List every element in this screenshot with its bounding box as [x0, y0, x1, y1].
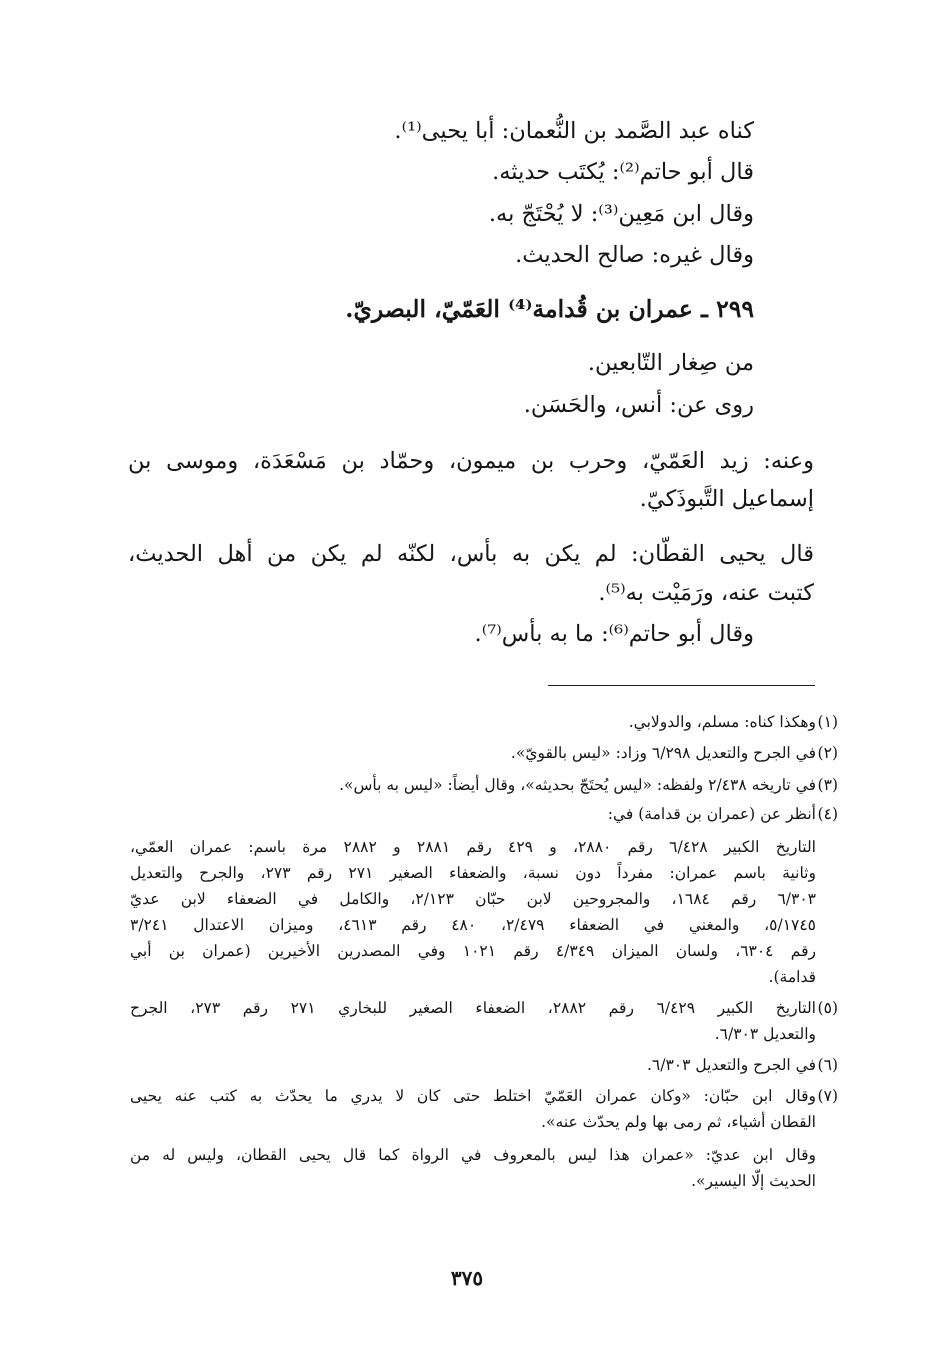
main-text-line: قال أبو حاتم⁽²⁾: يُكتَب حديثه.	[492, 159, 754, 185]
footnote-number: (٦)	[817, 1056, 838, 1074]
footnote-text: ٦/٣٠٣ رقم ١٦٨٤، والمجروحين لابن حبّان ٢/١٢٣، والكامل في الضعفاء لابن عديّ	[130, 890, 816, 908]
main-text-line: وقال أبو حاتم⁽⁶⁾: ما به بأس⁽⁷⁾.	[474, 621, 754, 647]
footnote-text: ٥/١٧٤٥، والمغني في الضعفاء ٢/٤٧٩، ٤٨٠ رقم ٤٦١٣، وميزان الاعتدال ٣/٢٤١	[130, 916, 816, 934]
main-text-line: وقال غيره: صالح الحديث.	[515, 242, 754, 268]
main-text-line: قال يحيى القطّان: لم يكن به بأس، لكنّه لم يكن من أهل الحديث،	[128, 541, 814, 567]
page-number: ٣٧٥	[450, 1266, 484, 1290]
footnote-number: (٣)	[817, 776, 838, 794]
footnote-text: في الجرح والتعديل ٦/٢٩٨ وزاد: «ليس بالقويّ».	[510, 744, 816, 762]
footnote-text: في تاريخه ٢/٤٣٨ ولفظه: «ليس يُحتَجّ بحديثه»، وقال أيضاً: «ليس به بأس».	[339, 776, 816, 794]
footnote-text: أنظر عن (عمران بن قدامة) في:	[607, 805, 816, 823]
entry-heading: ٢٩٩ ـ عمران بن قُدامة⁽⁴⁾ العَمّيّ، البصريّ.	[345, 295, 754, 323]
main-text-line: كناه عبد الصَّمد بن النُّعمان: أبا يحيى⁽¹⁾.	[394, 118, 754, 144]
footnote-text: وقال ابن حبّان: «وكان عمران العَمّيّ اختلط حتى كان لا يدري ما يحدّث به كتب عنه يحيى	[130, 1087, 816, 1105]
footnote-separator	[548, 685, 815, 686]
main-text-line: روى عن: أنس، والحَسَن.	[523, 392, 754, 418]
footnote-text: قدامة).	[768, 968, 816, 986]
footnote-text: وهكذا كناه: مسلم، والدولابي.	[628, 713, 816, 731]
footnote-text: في الجرح والتعديل ٦/٣٠٣.	[646, 1056, 816, 1074]
footnote-text: التاريخ الكبير ٦/٤٢٨ رقم ٢٨٨٠، و ٤٢٩ رقم ٢٨٨١ و ٢٨٨٢ مرة باسم: عمران العمّي،	[130, 838, 816, 856]
footnote-text: الحديث إلّا اليسير».	[691, 1172, 816, 1190]
footnote-number: (٧)	[817, 1087, 838, 1105]
footnote-text: وقال ابن عديّ: «عمران هذا ليس بالمعروف في الرواة كما قال يحيى القطان، وليس له من	[130, 1146, 816, 1164]
footnote-text: وثانية باسم عمران: مفرداً دون نسبة، والضعفاء الصغير ٢٧١ رقم ٢٧٣، والجرح والتعديل	[130, 864, 816, 882]
footnote-text: رقم ٦٣٠٤، ولسان الميزان ٤/٣٤٩ رقم ١٠٢١ وفي المصدرين الأخيرين (عمران بن أبي	[130, 942, 816, 960]
main-text-line: كتبت عنه، ورَمَيْت به⁽⁵⁾.	[598, 580, 814, 606]
footnote-number: (٢)	[817, 744, 838, 762]
footnote-number: (٤)	[817, 805, 838, 823]
main-text-line: وعنه: زيد العَمّيّ، وحرب بن ميمون، وحمّاد بن مَسْعَدَة، وموسى بن	[128, 448, 814, 474]
footnote-number: (١)	[817, 713, 838, 731]
main-text-line: من صِغار التّابعين.	[587, 350, 754, 376]
footnote-text: التاريخ الكبير ٦/٤٢٩ رقم ٢٨٨٢، الضعفاء الصغير للبخاري ٢٧١ رقم ٢٧٣، الجرح	[130, 999, 816, 1017]
main-text-line: إسماعيل التَّبوذَكيّ.	[639, 486, 814, 512]
main-text-line: وقال ابن مَعِين⁽³⁾: لا يُحْتَجّ به.	[488, 201, 754, 227]
footnote-text: والتعديل ٦/٣٠٣.	[714, 1025, 816, 1043]
footnote-number: (٥)	[817, 999, 838, 1017]
footnote-text: القطان أشياء، ثم رمى بها ولم يحدّث عنه».	[541, 1113, 816, 1131]
